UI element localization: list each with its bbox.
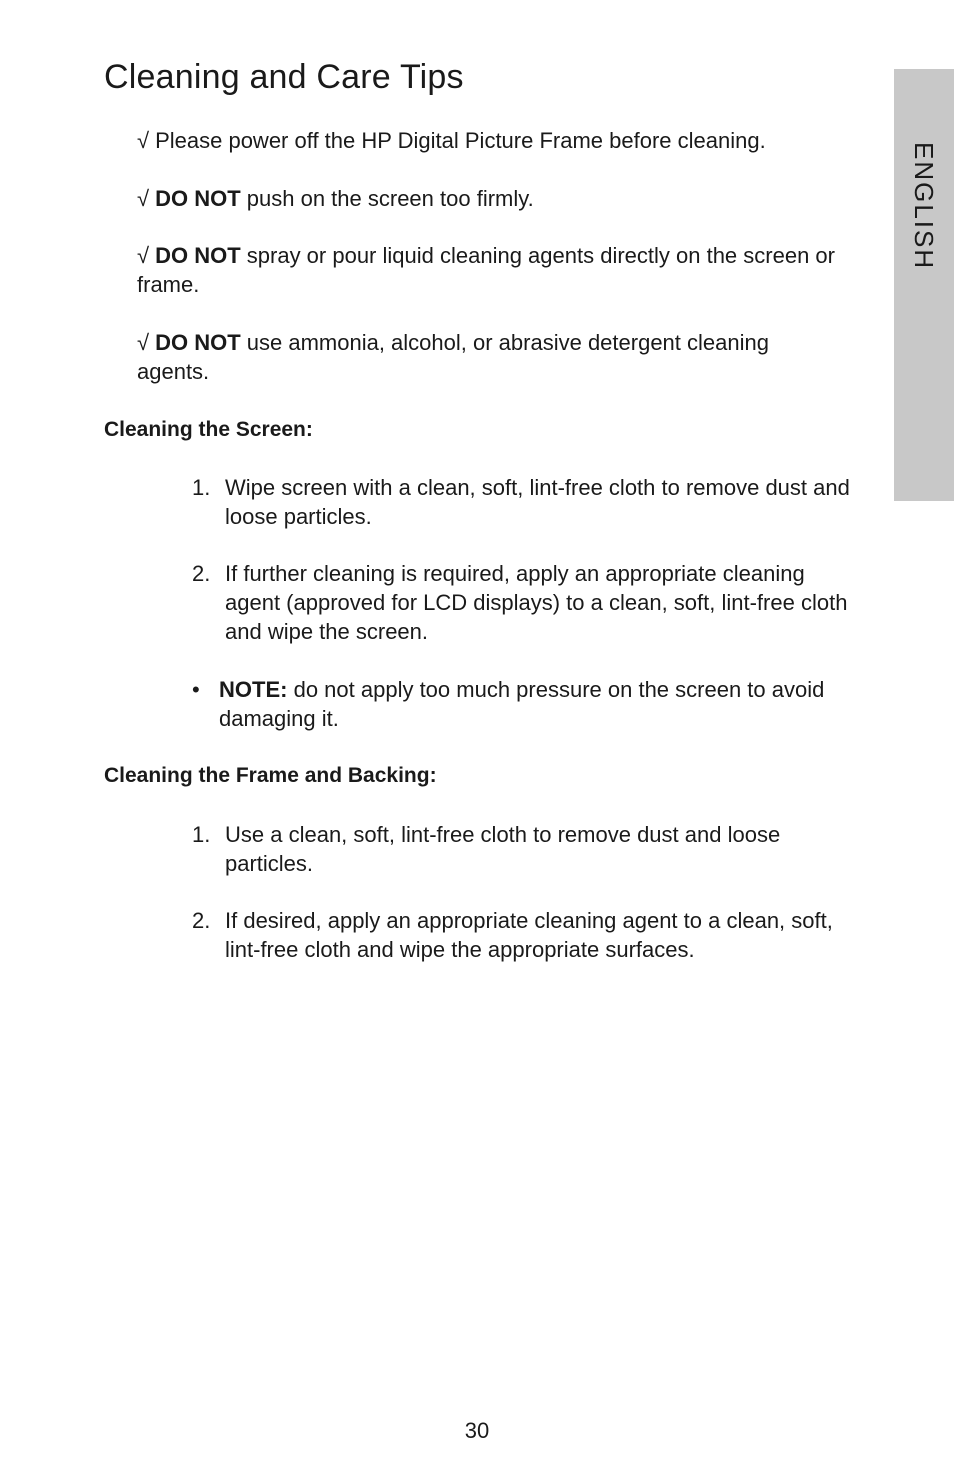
step-text: Use a clean, soft, lint-free cloth to remove dust and loose particles.: [225, 822, 781, 876]
tip-warning-label: DO NOT: [155, 330, 241, 355]
list-item: [192, 820, 852, 878]
language-tab: [894, 69, 954, 501]
step-number: 2.: [192, 908, 211, 933]
note-text: do not apply too much pressure on the screen to avoid damaging it.: [219, 677, 825, 731]
tip-text: spray or pour liquid cleaning agents directly on the screen or frame.: [137, 243, 835, 297]
note-label: NOTE:: [219, 677, 288, 702]
checkmark-icon: √: [137, 186, 150, 211]
step-text: Wipe screen with a clean, soft, lint-free cloth to remove dust and loose particles.: [225, 475, 850, 529]
list-item: [192, 559, 852, 646]
checkmark-icon: √: [137, 330, 150, 355]
tip-text: push on the screen too firmly.: [246, 186, 534, 211]
bullet-icon: •: [192, 677, 200, 702]
tip-text: use ammonia, alcohol, or abrasive detergent cleaning agents.: [137, 330, 769, 384]
step-number: 1.: [192, 822, 211, 847]
step-text: If desired, apply an appropriate cleaning agent to a clean, soft, lint-free cloth and wipe the appropriate surfaces.: [225, 908, 833, 962]
tip-item-push: [137, 184, 837, 213]
list-item: [192, 473, 852, 531]
tip-item-ammonia: [137, 328, 837, 386]
step-text: If further cleaning is required, apply an appropriate cleaning agent (approved for LCD displays) to a clean, soft, lint-free cloth and wipe the screen.: [225, 561, 848, 644]
tip-text: Please power off the HP Digital Picture Frame before cleaning.: [155, 128, 766, 153]
checkmark-icon: √: [137, 243, 150, 268]
tip-warning-label: DO NOT: [155, 243, 241, 268]
checkmark-icon: √: [137, 128, 150, 153]
step-number: 2.: [192, 561, 211, 586]
list-item: [192, 906, 852, 964]
step-number: 1.: [192, 475, 211, 500]
language-tab-label: ENGLISH: [909, 142, 939, 271]
section-heading-frame: Cleaning the Frame and Backing:: [104, 764, 437, 787]
page-number: 30: [464, 1418, 490, 1443]
tip-item-power-off: [137, 126, 837, 155]
tip-item-spray: [137, 241, 837, 299]
note-item: [192, 675, 832, 733]
tip-warning-label: DO NOT: [155, 186, 241, 211]
page-title: Cleaning and Care Tips: [104, 58, 464, 96]
section-heading-screen: Cleaning the Screen:: [104, 418, 313, 441]
